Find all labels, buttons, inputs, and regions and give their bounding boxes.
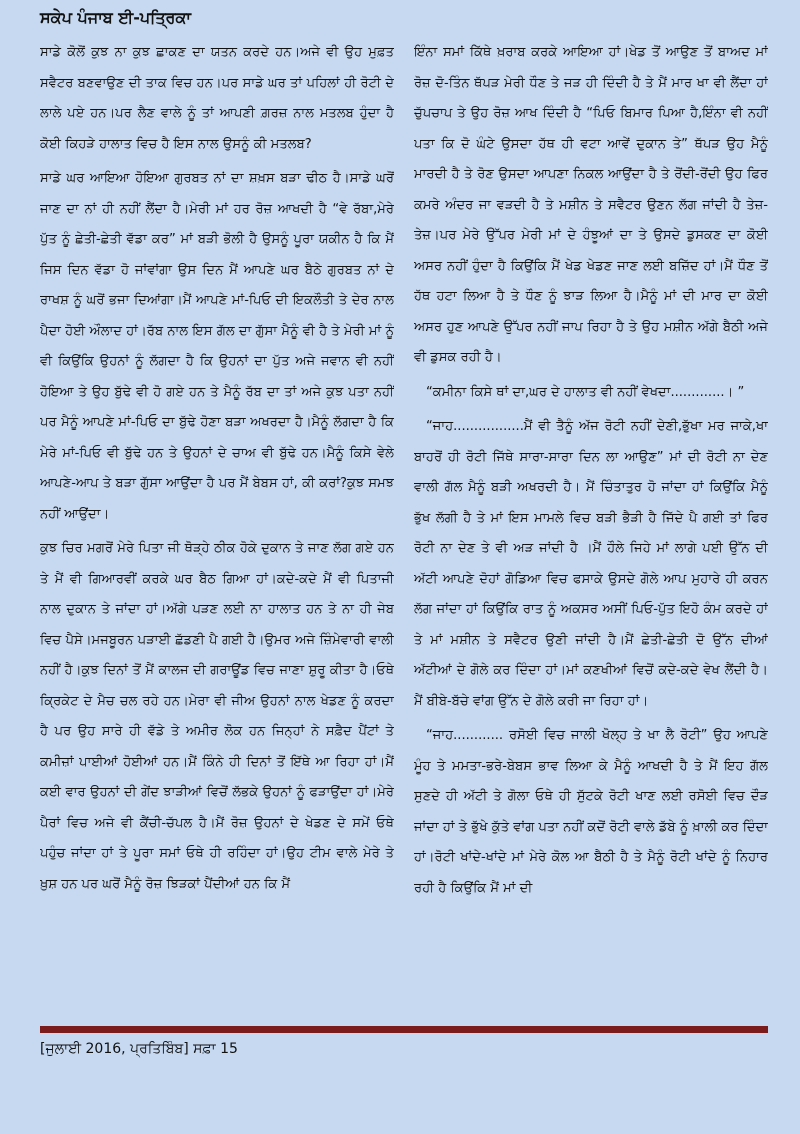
magazine-title: ਸਕੇਪ ਪੰਜਾਬ ਈ-ਪਤ੍ਰਿਕਾ <box>40 8 191 27</box>
right-column <box>414 38 768 1018</box>
quote-paragraph: “ਕਮੀਨਾ ਕਿਸੇ ਥਾਂ ਦਾ,ਘਰ ਦੇ ਹਾਲਾਤ ਵੀ ਨਹੀਂ ਵੇਖਦਾ.............। ” <box>426 384 745 400</box>
left-column <box>40 38 394 1018</box>
footer-divider <box>40 1026 768 1033</box>
quote-paragraph: “ਜਾਹ............ ਰਸੋਈ ਵਿਚ ਜਾਲੀ ਖੋਲ੍ਹ ਤੇ ਖਾ ਲੈ ਰੋਟੀ” ਉਹ ਆਪਣੇ ਮੂੰਹ ਤੇ ਮਮਤਾ-ਭਰੇ-ਬੇਬਸ ਭਾਵ ਲਿਆ ਕੇ ਮੈਨੂੰ ਆਖਦੀ ਹੈ ਤੇ ਮੈਂ ਇਹ ਗੱਲ ਸੁਣਦੇ ਹੀ ਅੱਟੀ ਤੇ ਗੋਲਾ ਓਥੇ ਹੀ ਸੁੱਟਕੇ ਰੋਟੀ ਖਾਣ ਲਈ ਰਸੋਈ ਵਿਚ ਦੌੜ ਜਾਂਦਾ ਹਾਂ ਤੇ ਭੁੱਖੇ ਕੁੱਤੇ ਵਾਂਗ ਪਤਾ ਨਹੀਂ ਕਦੋਂ ਰੋਟੀ ਵਾਲੇ ਡੱਬੇ ਨੂੰ ਖ਼ਾਲੀ ਕਰ ਦਿੰਦਾ ਹਾਂ।ਰੋਟੀ ਖਾਂਦੇ-ਖਾਂਦੇ ਮਾਂ ਮੇਰੇ ਕੋਲ ਆ ਬੈਠੀ ਹੈ ਤੇ ਮੈਨੂੰ ਰੋਟੀ ਖਾਂਦੇ ਨੂੰ ਨਿਹਾਰ ਰਹੀ ਹੈ ਕਿਉਂਕਿ ਮੈਂ ਮਾਂ ਦੀ <box>414 728 768 896</box>
paragraph: ਸਾਡੇ ਕੋਲੋਂ ਕੁਝ ਨਾ ਕੁਝ ਛਾਕਣ ਦਾ ਯਤਨ ਕਰਦੇ ਹਨ।ਅਜੇ ਵੀ ਉਹ ਮੁਫ਼ਤ ਸਵੈਟਰ ਬਣਵਾਉਣ ਦੀ ਤਾਕ ਵਿਚ ਹਨ।ਪਰ ਸਾਡੇ ਘਰ ਤਾਂ ਪਹਿਲਾਂ ਹੀ ਰੋਟੀ ਦੇ ਲਾਲੇ ਪਏ ਹਨ।ਪਰ ਲੈਣ ਵਾਲੇ ਨੂੰ ਤਾਂ ਆਪਣੀ ਗ਼ਰਜ਼ ਨਾਲ ਮਤਲਬ ਹੁੰਦਾ ਹੈ ਕੋਈ ਕਿਹੜੇ ਹਾਲਾਤ ਵਿਚ ਹੈ ਇਸ ਨਾਲ ਉਸਨੂੰ ਕੀ ਮਤਲਬ? <box>40 45 394 152</box>
paragraph: ਇੰਨਾ ਸਮਾਂ ਕਿੱਥੇ ਖ਼ਰਾਬ ਕਰਕੇ ਆਇਆ ਹਾਂ।ਖੇਡ ਤੋਂ ਆਉਣ ਤੋਂ ਬਾਅਦ ਮਾਂ ਰੋਜ਼ ਦੋ-ਤਿੰਨ ਥੱਪੜ ਮੇਰੀ ਧੌਣ ਤੇ ਜੜ ਹੀ ਦਿੰਦੀ ਹੈ ਤੇ ਮੈਂ ਮਾਰ ਖਾ ਵੀ ਲੈਂਦਾ ਹਾਂ ਚੁੱਪਚਾਪ ਤੇ ਉਹ ਰੋਜ਼ ਆਖ ਦਿੰਦੀ ਹੈ “ਪਿਓ ਬਿਮਾਰ ਪਿਆ ਹੈ,ਇੰਨਾ ਵੀ ਨਹੀਂ ਪਤਾ ਕਿ ਦੋ ਘੰਟੇ ਉਸਦਾ ਹੱਥ ਹੀ ਵਟਾ ਆਵੇਂ ਦੁਕਾਨ ਤੇ” ਥੱਪੜ ਉਹ ਮੈਨੂੰ ਮਾਰਦੀ ਹੈ ਤੇ ਰੋਣ ਉਸਦਾ ਆਪਣਾ ਨਿਕਲ ਆਉਂਦਾ ਹੈ ਤੇ ਰੋਂਦੀ-ਰੋਂਦੀ ਉਹ ਫਿਰ ਕਮਰੇ ਅੰਦਰ ਜਾ ਵੜਦੀ ਹੈ ਤੇ ਮਸ਼ੀਨ ਤੇ ਸਵੈਟਰ ਉਣਨ ਲੱਗ ਜਾਂਦੀ ਹੈ ਤੇਜ਼-ਤੇਜ਼।ਪਰ ਮੇਰੇ ਉੱਪਰ ਮੇਰੀ ਮਾਂ ਦੇ ਹੰਝੂਆਂ ਦਾ ਤੇ ਉਸਦੇ ਡੁਸਕਣ ਦਾ ਕੋਈ ਅਸਰ ਨਹੀਂ ਹੁੰਦਾ ਹੈ ਕਿਉਂਕਿ ਮੈਂ ਖੇਡ ਖੇਡਣ ਜਾਣ ਲਈ ਬਜ਼ਿੱਦ ਹਾਂ।ਮੈਂ ਧੌਣ ਤੋਂ ਹੱਥ ਹਟਾ ਲਿਆ ਹੈ ਤੇ ਧੌਣ ਨੂੰ ਝਾੜ ਲਿਆ ਹੈ।ਮੈਨੂੰ ਮਾਂ ਦੀ ਮਾਰ ਦਾ ਕੋਈ ਅਸਰ ਹੁਣ ਆਪਣੇ ਉੱਪਰ ਨਹੀਂ ਜਾਪ ਰਿਹਾ ਹੈ ਤੇ ਉਹ ਮਸ਼ੀਨ ਅੱਗੇ ਬੈਠੀ ਅਜੇ ਵੀ ਡੁਸਕ ਰਹੀ ਹੈ। <box>414 45 768 365</box>
article-body <box>40 38 768 1018</box>
paragraph: ਸਾਡੇ ਘਰ ਆਇਆ ਹੋਇਆ ਗੁਰਬਤ ਨਾਂ ਦਾ ਸ਼ਖ਼ਸ ਬੜਾ ਢੀਠ ਹੈ।ਸਾਡੇ ਘਰੋਂ ਜਾਣ ਦਾ ਨਾਂ ਹੀ ਨਹੀਂ ਲੈਂਦਾ ਹੈ।ਮੇਰੀ ਮਾਂ ਹਰ ਰੋਜ਼ ਆਖਦੀ ਹੈ “ਵੇ ਰੱਬਾ,ਮੇਰੇ ਪੁੱਤ ਨੂੰ ਛੇਤੀ-ਛੇਤੀ ਵੱਡਾ ਕਰ” ਮਾਂ ਬੜੀ ਭੋਲੀ ਹੈ ਉਸਨੂੰ ਪੂਰਾ ਯਕੀਨ ਹੈ ਕਿ ਮੈਂ ਜਿਸ ਦਿਨ ਵੱਡਾ ਹੋ ਜਾਂਵਾਂਗਾ ਉਸ ਦਿਨ ਮੈਂ ਆਪਣੇ ਘਰ ਬੈਠੇ ਗੁਰਬਤ ਨਾਂ ਦੇ ਰਾਖਸ਼ ਨੂੰ ਘਰੋਂ ਭਜਾ ਦਿਆਂਗਾ।ਮੈਂ ਆਪਣੇ ਮਾਂ-ਪਿਓ ਦੀ ਇਕਲੌਤੀ ਤੇ ਦੇਰ ਨਾਲ ਪੈਦਾ ਹੋਈ ਔਲਾਦ ਹਾਂ।ਰੱਬ ਨਾਲ ਇਸ ਗੱਲ ਦਾ ਗੁੱਸਾ ਮੈਨੂੰ ਵੀ ਹੈ ਤੇ ਮੇਰੀ ਮਾਂ ਨੂੰ ਵੀ ਕਿਉਂਕਿ ਉਹਨਾਂ ਨੂੰ ਲੱਗਦਾ ਹੈ ਕਿ ਉਹਨਾਂ ਦਾ ਪੁੱਤ ਅਜੇ ਜਵਾਨ ਵੀ ਨਹੀਂ ਹੋਇਆ ਤੇ ਉਹ ਬੁੱਢੇ ਵੀ ਹੋ ਗਏ ਹਨ ਤੇ ਮੈਨੂੰ ਰੱਬ ਦਾ ਤਾਂ ਅਜੇ ਕੁਝ ਪਤਾ ਨਹੀਂ ਪਰ ਮੈਨੂੰ ਆਪਣੇ ਮਾਂ-ਪਿਓ ਦਾ ਬੁੱਢੇ ਹੋਣਾ ਬੜਾ ਅਖਰਦਾ ਹੈ।ਮੈਨੂੰ ਲੱਗਦਾ ਹੈ ਕਿ ਮੇਰੇ ਮਾਂ-ਪਿਓ ਵੀ ਬੁੱਢੇ ਹਨ ਤੇ ਉਹਨਾਂ ਦੇ ਚਾਅ ਵੀ ਬੁੱਢੇ ਹਨ।ਮੈਨੂੰ ਕਿਸੇ ਵੇਲੇ ਆਪਣੇ-ਆਪ ਤੇ ਬੜਾ ਗੁੱਸਾ ਆਉਂਦਾ ਹੈ ਪਰ ਮੈਂ ਬੇਬਸ ਹਾਂ, ਕੀ ਕਰਾਂ?ਕੁਝ ਸਮਝ ਨਹੀਂ ਆਉਂਦਾ। <box>40 171 394 522</box>
quote-paragraph: “ਜਾਹ.................ਮੈਂ ਵੀ ਤੈਨੂੰ ਅੱਜ ਰੋਟੀ ਨਹੀਂ ਦੇਣੀ,ਭੁੱਖਾ ਮਰ ਜਾਕੇ,ਖਾ ਬਾਹਰੋਂ ਹੀ ਰੋਟੀ ਜਿੱਥੇ ਸਾਰਾ-ਸਾਰਾ ਦਿਨ ਲਾ ਆਉਣ” ਮਾਂ ਦੀ ਰੋਟੀ ਨਾ ਦੇਣ ਵਾਲੀ ਗੱਲ ਮੈਨੂੰ ਬੜੀ ਅਖਰਦੀ ਹੈ। ਮੈਂ ਚਿੰਤਾਤੁਰ ਹੋ ਜਾਂਦਾ ਹਾਂ ਕਿਉਂਕਿ ਮੈਨੂੰ ਭੁੱਖ ਲੱਗੀ ਹੈ ਤੇ ਮਾਂ ਇਸ ਮਾਮਲੇ ਵਿਚ ਬੜੀ ਭੈੜੀ ਹੈ ਜਿੱਦੇ ਪੈ ਗਈ ਤਾਂ ਫਿਰ ਰੋਟੀ ਨਾ ਦੇਣ ਤੇ ਵੀ ਅੜ ਜਾਂਦੀ ਹੈ ।ਮੈਂ ਹੌਲੇ ਜਿਹੇ ਮਾਂ ਲਾਗੇ ਪਈ ਉੱਨ ਦੀ ਅੱਟੀ ਆਪਣੇ ਦੋਹਾਂ ਗੋਡਿਆ ਵਿਚ ਫਸਾਕੇ ਉਸਦੇ ਗੋਲੇ ਆਪ ਮੁਹਾਰੇ ਹੀ ਕਰਨ ਲੱਗ ਜਾਂਦਾ ਹਾਂ ਕਿਉਂਕਿ ਰਾਤ ਨੂੰ ਅਕਸਰ ਅਸੀਂ ਪਿਓ-ਪੁੱਤ ਇਹੋ ਕੰਮ ਕਰਦੇ ਹਾਂ ਤੇ ਮਾਂ ਮਸ਼ੀਨ ਤੇ ਸਵੈਟਰ ਉਣੀ ਜਾਂਦੀ ਹੈ।ਮੈਂ ਛੇਤੀ-ਛੇਤੀ ਦੋ ਉੱਨ ਦੀਆਂ ਅੱਟੀਆਂ ਦੇ ਗੋਲੇ ਕਰ ਦਿੰਦਾ ਹਾਂ।ਮਾਂ ਕਣਖੀਆਂ ਵਿਚੋਂ ਕਦੇ-ਕਦੇ ਵੇਖ ਲੈਂਦੀ ਹੈ।ਮੈਂ ਬੀਬੇ-ਬੱਚੇ ਵਾਂਗ ਉੱਨ ਦੇ ਗੋਲੇ ਕਰੀ ਜਾ ਰਿਹਾ ਹਾਂ। <box>414 419 768 709</box>
page-footer: [ਜੁਲਾਈ 2016, ਪ੍ਰਤਿਬਿੰਬ] ਸਫ਼ਾ 15 <box>40 1041 238 1057</box>
paragraph: ਕੁਝ ਚਿਰ ਮਗਰੋਂ ਮੇਰੇ ਪਿਤਾ ਜੀ ਥੋੜ੍ਹੇ ਠੀਕ ਹੋਕੇ ਦੁਕਾਨ ਤੇ ਜਾਣ ਲੱਗ ਗਏ ਹਨ ਤੇ ਮੈਂ ਵੀ ਗਿਆਰਵੀਂ ਕਰਕੇ ਘਰ ਬੈਠ ਗਿਆ ਹਾਂ।ਕਦੇ-ਕਦੇ ਮੈਂ ਵੀ ਪਿਤਾਜੀ ਨਾਲ ਦੁਕਾਨ ਤੇ ਜਾਂਦਾ ਹਾਂ।ਅੱਗੇ ਪੜਣ ਲਈ ਨਾ ਹਾਲਾਤ ਹਨ ਤੇ ਨਾ ਹੀ ਜੇਬ ਵਿਚ ਪੈਸੇ।ਮਜਬੂਰਨ ਪੜਾਈ ਛੱਡਣੀ ਪੈ ਗਈ ਹੈ।ਉਮਰ ਅਜੇ ਜ਼ਿੰਮੇਵਾਰੀ ਵਾਲੀ ਨਹੀਂ ਹੈ।ਕੁਝ ਦਿਨਾਂ ਤੋਂ ਮੈਂ ਕਾਲਜ ਦੀ ਗਰਾਊਂਡ ਵਿਚ ਜਾਣਾ ਸ਼ੁਰੂ ਕੀਤਾ ਹੈ।ਓਥੇ ਕ੍ਰਿਕੇਟ ਦੇ ਮੈਚ ਚਲ ਰਹੇ ਹਨ।ਮੇਰਾ ਵੀ ਜੀਅ ਉਹਨਾਂ ਨਾਲ ਖੇਡਣ ਨੂੰ ਕਰਦਾ ਹੈ ਪਰ ਉਹ ਸਾਰੇ ਹੀ ਵੱਡੇ ਤੇ ਅਮੀਰ ਲੋਕ ਹਨ ਜਿਨ੍ਹਾਂ ਨੇ ਸਫ਼ੈਦ ਪੈਂਟਾਂ ਤੇ ਕਮੀਜ਼ਾਂ ਪਾਈਆਂ ਹੋਈਆਂ ਹਨ।ਮੈਂ ਕਿੰਨੇ ਹੀ ਦਿਨਾਂ ਤੋਂ ਇੱਥੇ ਆ ਰਿਹਾ ਹਾਂ।ਮੈਂ ਕਈ ਵਾਰ ਉਹਨਾਂ ਦੀ ਗੇਂਦ ਝਾੜੀਆਂ ਵਿਚੋਂ ਲੱਭਕੇ ਉਹਨਾਂ ਨੂੰ ਫੜਾਉਂਦਾ ਹਾਂ।ਮੇਰੇ ਪੈਰਾਂ ਵਿਚ ਅਜੇ ਵੀ ਕੈਂਚੀ-ਚੱਪਲ ਹੈ।ਮੈਂ ਰੋਜ਼ ਉਹਨਾਂ ਦੇ ਖੇਡਣ ਦੇ ਸਮੇਂ ਓਥੇ ਪਹੁੰਚ ਜਾਂਦਾ ਹਾਂ ਤੇ ਪੂਰਾ ਸਮਾਂ ਓਥੇ ਹੀ ਰਹਿੰਦਾ ਹਾਂ।ਉਹ ਟੀਮ ਵਾਲੇ ਮੇਰੇ ਤੇ ਖ਼ੁਸ਼ ਹਨ ਪਰ ਘਰੋਂ ਮੈਨੂੰ ਰੋਜ਼ ਝਿੜਕਾਂ ਪੈਂਦੀਆਂ ਹਨ ਕਿ ਮੈਂ <box>40 541 394 892</box>
